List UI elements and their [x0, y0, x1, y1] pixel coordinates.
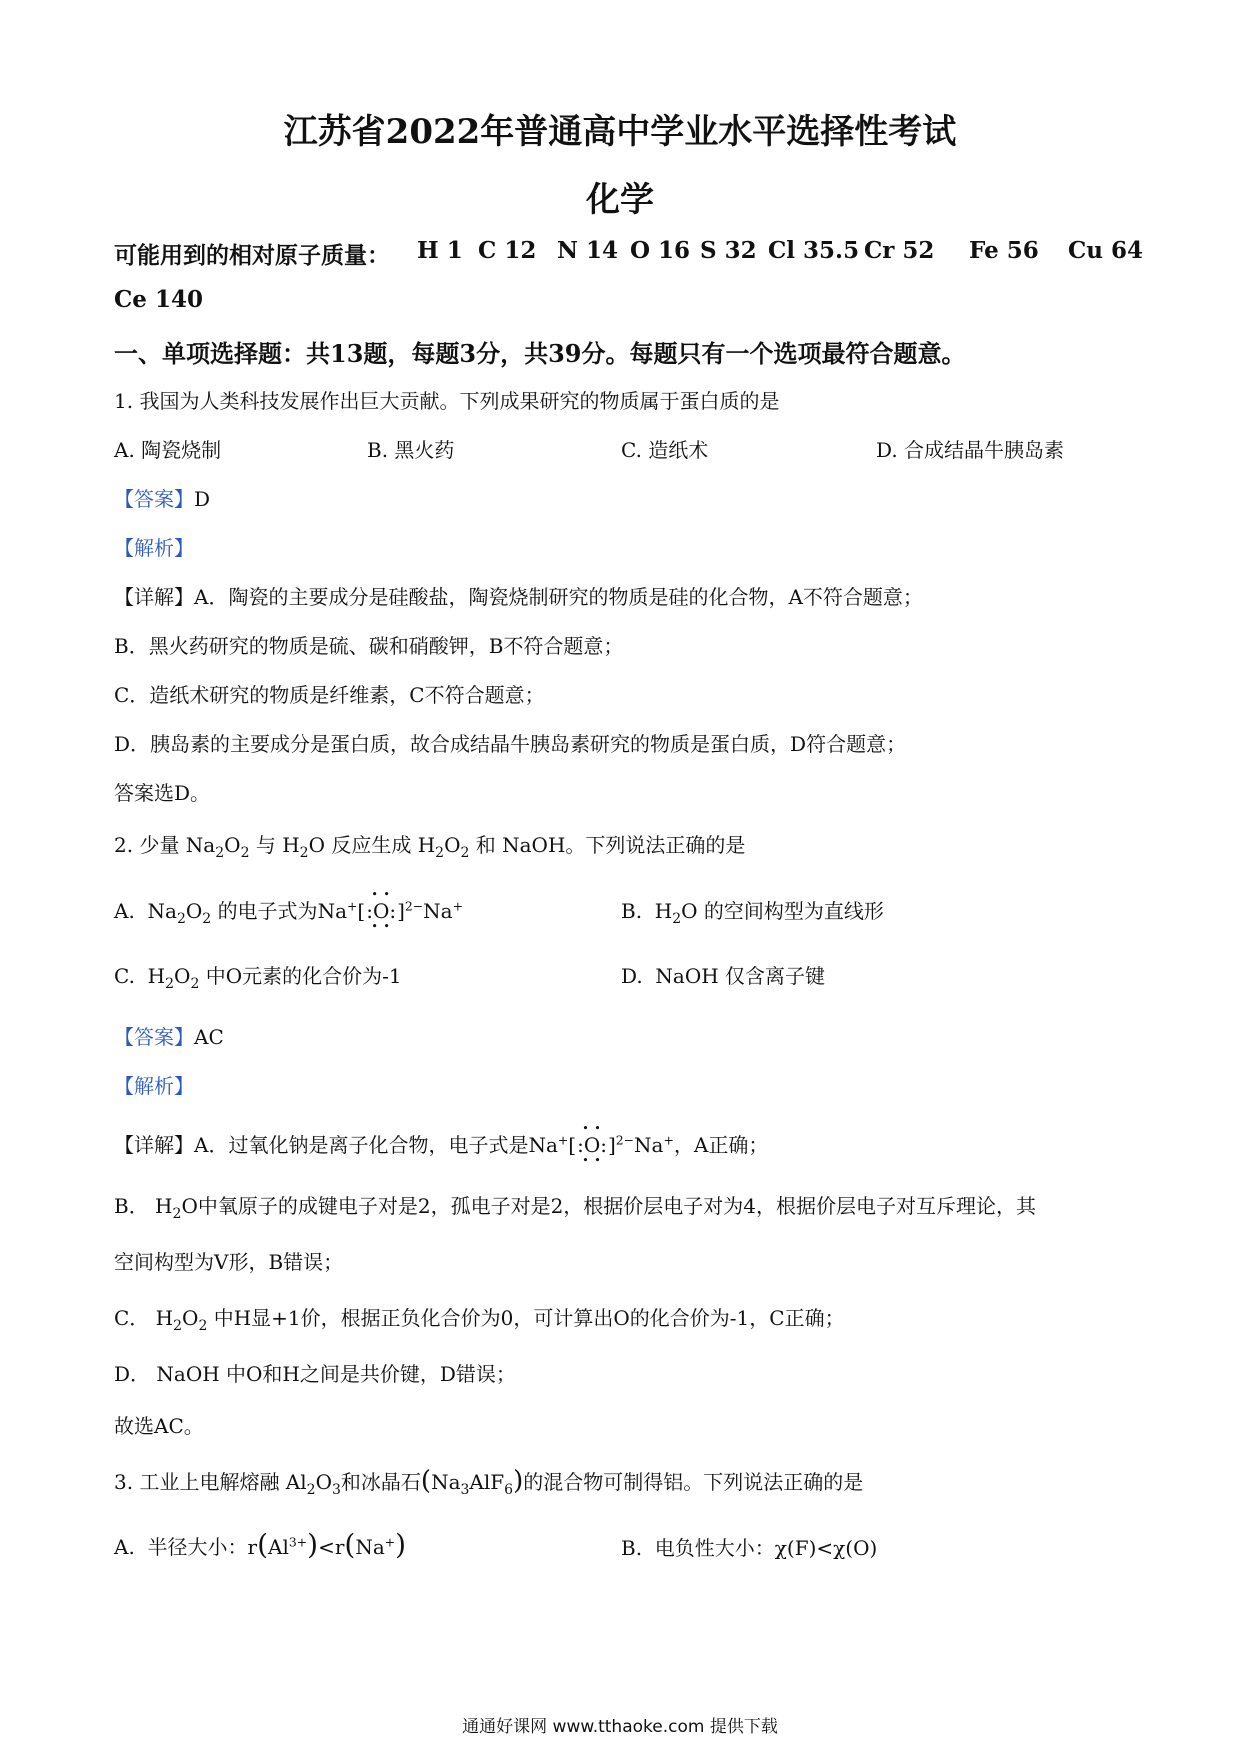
q2-option-c: C. $H_2O_2$ 中O元素的化合价为-1 — [114, 964, 402, 992]
q3-option-a-label: A. — [114, 1535, 135, 1559]
q1-detail-b: B．黑火药研究的物质是硫、碳和硝酸钾，B不符合题意； — [114, 634, 624, 658]
mass-ce: Ce 140 — [114, 286, 203, 313]
q2-stem-mid2: 反应生成 — [331, 833, 412, 857]
q2-option-d-text: 仅含离子键 — [725, 964, 826, 988]
q1-detail-d: D．胰岛素的主要成分是蛋白质，故合成结晶牛胰岛素研究的物质是蛋白质，D符合题意； — [114, 732, 907, 756]
q3-option-b-expr: χ(F)<χ(O) — [774, 1536, 878, 1560]
q2-option-d — [621, 960, 825, 989]
mass-n: N 14 — [557, 237, 619, 264]
q3-stem-mid: 和冰晶石 — [340, 1470, 421, 1494]
detail-tag: 【详解】 — [114, 1133, 194, 1157]
q3-stem: 3. 工业上电解熔融 $Al_2O_3$和冰晶石$(Na_3AlF_6)$的混合物可制得铝。下列说法正确的是 — [114, 1466, 864, 1498]
q1-stem: 1. 我国为人类科技发展作出巨大贡献。下列成果研究的物质属于蛋白质的是 — [114, 389, 780, 413]
q2-option-c-text: 中O元素的化合价为-1 — [205, 964, 402, 988]
q2-stem-mid3: 和 — [475, 833, 496, 857]
section-heading: 一、单项选择题：共13题，每题3分，共39分。每题只有一个选项最符合题意。 — [114, 339, 966, 368]
exam-title: 江苏省2022年普通高中学业水平选择性考试 — [283, 112, 957, 152]
q2-option-b-text: 的空间构型为直线形 — [703, 899, 884, 923]
q2-detail-d-naoh: NaOH — [156, 1362, 220, 1386]
q2-stem-prefix: 2. 少量 — [114, 833, 180, 857]
q2-option-d-naoh: NaOH — [655, 964, 719, 988]
q2-option-a-label: A. — [114, 899, 135, 923]
q3-option-b — [621, 1532, 877, 1561]
q2-detail-d-text: 中O和H之间是共价键，D错误； — [226, 1362, 516, 1386]
q1-detail-c: C．造纸术研究的物质是纤维素，C不符合题意； — [114, 683, 545, 707]
q2-detail-a-text: A．过氧化钠是离子化合物，电子式是 — [194, 1133, 529, 1157]
mass-cl: Cl 35.5 — [768, 237, 860, 264]
q2-option-b: B. $H_2O$ 的空间构型为直线形 — [621, 899, 884, 927]
mass-label: 可能用到的相对原子质量： — [114, 242, 390, 269]
q3-stem-prefix: 3. 工业上电解熔融 — [114, 1470, 280, 1494]
q2-detail-c: C． $H_2O_2$ 中H显+1价，根据正负化合价为0，可计算出O的化合价为-1，C正确； — [114, 1306, 845, 1334]
q2-answer-line — [114, 1021, 224, 1050]
q2-stem-naoh: NaOH — [502, 833, 566, 857]
q1-option-b: B. 黑火药 — [367, 438, 455, 462]
q1-option-a: A. 陶瓷烧制 — [114, 438, 222, 462]
q2-option-d-label: D. — [621, 964, 643, 988]
mass-o: O 16 — [630, 237, 691, 264]
q2-detail-c-text: 中H显+1价，根据正负化合价为0，可计算出O的化合价为-1，C正确； — [213, 1306, 845, 1330]
q1-option-c: C. 造纸术 — [621, 438, 709, 462]
q3-option-a-text: 半径大小： — [147, 1535, 248, 1559]
mass-cu: Cu 64 — [1068, 237, 1144, 264]
detail-tag: 【详解】 — [114, 585, 194, 609]
answer-tag: 【答案】 — [114, 1025, 194, 1049]
q2-detail-a: 【详解】A．过氧化钠是离子化合物，电子式是Na+[ • • :O: • • ]$^{2-}$Na+，A正确； — [114, 1122, 769, 1167]
q2-stem: 2. 少量 $Na_2O_2$ 与 $H_2O$ 反应生成 $H_2O_2$ 和 NaOH。下列说法正确的是 — [114, 833, 746, 861]
q3-option-b-label: B. — [621, 1536, 643, 1560]
mass-h: H 1 — [417, 237, 463, 264]
q1-option-d: D. 合成结晶牛胰岛素 — [876, 438, 1065, 462]
electron-dots: • • :O: • • — [366, 888, 397, 933]
q1-detail-a-text: A．陶瓷的主要成分是硅酸盐，陶瓷烧制研究的物质是硅的化合物，A不符合题意； — [194, 585, 923, 609]
q2-stem-suffix: 。下列说法正确的是 — [565, 833, 746, 857]
electron-dots: • • :O: • • — [577, 1122, 607, 1167]
q2-detail-b: B． $H_2O$中氧原子的成键电子对是2，孤电子对是2，根据价层电子对为4，根据价层电子对互斥理论，其 — [114, 1194, 1037, 1222]
q3-stem-suffix: 的混合物可制得铝。下列说法正确的是 — [523, 1470, 864, 1494]
analysis-tag: 【解析】 — [114, 536, 194, 560]
q2-detail-b-prefix: B． — [114, 1194, 149, 1218]
q1-answer: D — [194, 487, 211, 511]
q2-detail-a-suffix: ，A正确； — [673, 1133, 769, 1157]
mass-fe: Fe 56 — [969, 237, 1039, 264]
q3-option-a: A. 半径大小：$r(Al^{3+})<r(Na^+)$ — [114, 1528, 407, 1561]
mass-c: C 12 — [478, 237, 537, 264]
q2-option-c-label: C. — [114, 964, 135, 988]
q2-stem-mid1: 与 — [255, 833, 276, 857]
q1-conclusion: 答案选D。 — [114, 781, 211, 805]
q2-detail-d-prefix: D． — [114, 1362, 151, 1386]
exam-subject: 化学 — [586, 180, 654, 220]
q2-detail-b-text: 中氧原子的成键电子对是2，孤电子对是2，根据价层电子对为4，根据价层电子对互斥理论，其 — [197, 1194, 1037, 1218]
mass-s: S 32 — [700, 237, 757, 264]
q2-option-a: A. $Na_2O_2$ 的电子式为Na+[ • • :O: • • ]$^{2-}$Na+ — [114, 888, 463, 933]
q3-option-b-text: 电负性大小： — [654, 1536, 775, 1560]
q2-detail-d — [114, 1358, 516, 1387]
q2-detail-b-cont: 空间构型为V形，B错误； — [114, 1250, 344, 1274]
q2-conclusion: 故选AC。 — [114, 1414, 204, 1438]
answer-tag: 【答案】 — [114, 487, 194, 511]
q2-option-b-label: B. — [621, 899, 643, 923]
footer-watermark: 通通好课网 www.tthaoke.com 提供下载 — [462, 1717, 778, 1737]
q2-answer: AC — [194, 1025, 224, 1049]
q2-detail-c-prefix: C． — [114, 1306, 150, 1330]
q1-answer-line — [114, 483, 210, 512]
q1-detail-a — [114, 581, 923, 610]
mass-cr: Cr 52 — [864, 237, 935, 264]
analysis-tag: 【解析】 — [114, 1074, 194, 1098]
q2-option-a-text: 的电子式为 — [217, 899, 318, 923]
